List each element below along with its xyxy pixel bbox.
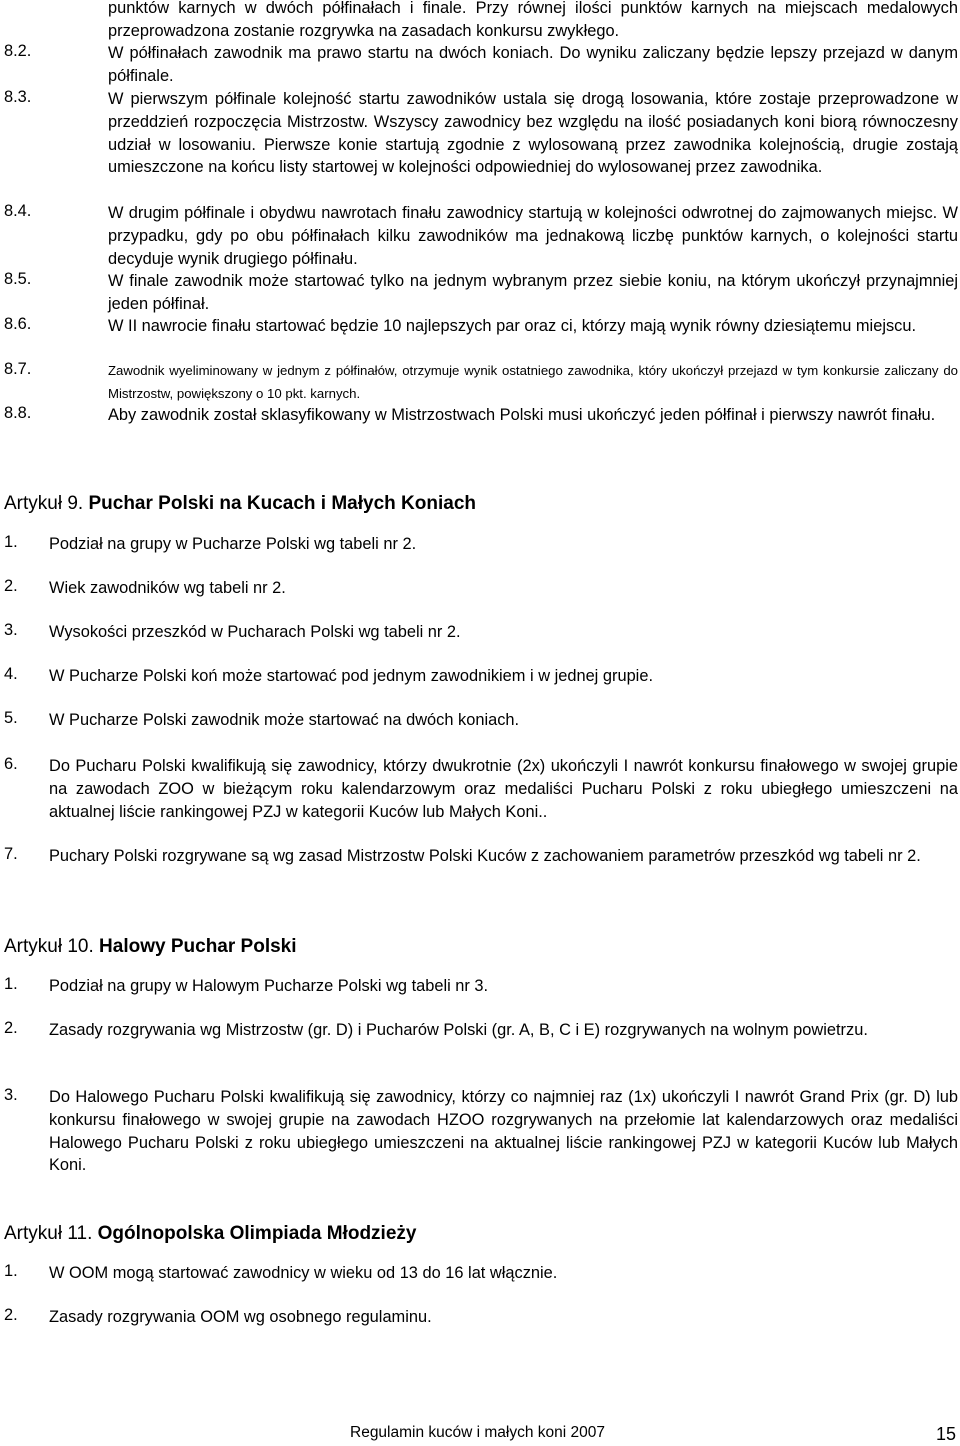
section-item-8-3 [4,88,958,179]
section-item-8-6 [4,315,958,338]
item-text: Podział na grupy w Pucharze Polski wg tabeli nr 2. [49,535,417,553]
item-text: Aby zawodnik został sklasyfikowany w Mistrzostwach Polski musi ukończyć jeden półfinał i pierwszy nawrót finału. [108,406,936,424]
item-text: Puchary Polski rozgrywane są wg zasad Mistrzostw Polski Kuców z zachowaniem parametrów przeszkód wg tabeli nr 2. [49,847,921,865]
article-11-item-2 [4,1306,958,1329]
paragraph-text: punktów karnych w dwóch półfinałach i finale. Przy równej ilości punktów karnych na miejscach medalowych przeprowadzona zostanie rozgrywka na zasadach konkursu zwykłego. [108,0,958,40]
item-text: W drugim półfinale i obydwu nawrotach finału zawodnicy startują w kolejności odwrotnej do zajmowanych miejsc. W przypadku, gdy po obu półfinałach kilku zawodników ma jednakową liczbę punktów karnych, o kolejności startu decyduje wynik drugiego półfinału. [108,204,958,268]
section-item-8-2 [4,42,958,88]
article-title: Puchar Polski na Kucach i Małych Koniach [88,493,476,514]
article-10-item-1 [4,975,958,998]
item-number: 3. [4,1086,18,1104]
page-number: 15 [936,1424,957,1444]
item-text: Zasady rozgrywania wg Mistrzostw (gr. D) i Pucharów Polski (gr. A, B, C i E) rozgrywanych na wolnym powietrzu. [49,1021,868,1039]
article-9-item-4 [4,665,958,688]
article-10-item-2 [4,1019,958,1042]
item-number: 2. [4,577,18,595]
continuation-paragraph [108,0,958,43]
item-number: 7. [4,845,18,863]
article-10-item-3 [4,1086,958,1177]
item-number: 8.3. [4,88,32,106]
section-item-8-5 [4,270,958,316]
item-number: 8.8. [4,404,32,422]
item-text: W II nawrocie finału startować będzie 10 najlepszych par oraz ci, którzy mają wynik równy dziesiątemu miejscu. [108,317,917,335]
item-text: W finale zawodnik może startować tylko na jednym wybranym przez siebie koniu, na którym ukończył przynajmniej jeden półfinał. [108,272,958,313]
item-number: 2. [4,1306,18,1324]
article-9-item-2 [4,577,958,600]
item-text: W Pucharze Polski koń może startować pod jednym zawodnikiem i w jednej grupie. [49,667,653,685]
item-number: 8.5. [4,270,32,288]
item-number: 2. [4,1019,18,1037]
footer-title: Regulamin kuców i małych koni 2007 [350,1424,606,1441]
article-label: Artykuł 11. [4,1223,93,1244]
item-text: Wiek zawodników wg tabeli nr 2. [49,579,286,597]
item-number: 1. [4,1262,18,1280]
item-number: 1. [4,533,18,551]
item-text: Zasady rozgrywania OOM wg osobnego regulaminu. [49,1308,432,1326]
article-title: Halowy Puchar Polski [99,936,297,957]
article-label: Artykuł 9. [4,493,84,514]
item-number: 1. [4,975,18,993]
article-10-heading [4,936,297,958]
article-9-item-5 [4,709,958,732]
item-text: W półfinałach zawodnik ma prawo startu na dwóch koniach. Do wyniku zaliczany będzie lepszy przejazd w danym półfinale. [108,44,958,85]
item-number: 6. [4,755,18,773]
item-text: W Pucharze Polski zawodnik może startować na dwóch koniach. [49,711,520,729]
article-9-item-1 [4,533,958,556]
article-11-heading [4,1223,416,1245]
item-number: 8.6. [4,315,32,333]
article-label: Artykuł 10. [4,936,94,957]
article-11-item-1 [4,1262,958,1285]
item-text: Do Halowego Pucharu Polski kwalifikują się zawodnicy, którzy co najmniej raz (1x) ukończyli I nawrót Grand Prix (gr. D) lub konkursu finałowego w swojej grupie na zawodach HZOO rozgrywanych na przełomie lat kalendarzowych oraz medaliści Halowego Pucharu Polski z roku ubiegłego umieszczeni na aktualnej liście rankingowej PZJ w kategorii Kuców lub Małych Koni. [49,1088,958,1175]
item-number: 8.2. [4,42,32,60]
item-number: 8.4. [4,202,32,220]
item-text: Zawodnik wyeliminowany w jednym z półfinałów, otrzymuje wynik ostatniego zawodnika, który ukończył przejazd w tym konkursie zaliczany do Mistrzostw, powiększony o 10 pkt. karnych. [108,363,958,401]
item-number: 5. [4,709,18,727]
section-item-8-7 [4,360,958,406]
article-9-item-6 [4,755,958,823]
item-text: Do Pucharu Polski kwalifikują się zawodnicy, którzy dwukrotnie (2x) ukończyli I nawrót konkursu finałowego w swojej grupie na zawodach ZOO w bieżącym roku kalendarzowym oraz medaliści Pucharu Polski z roku ubiegłego umieszczeni na aktualnej liście rankingowej PZJ w kategorii Kuców lub Małych Koni.. [49,757,958,821]
item-number: 8.7. [4,360,32,378]
section-item-8-8 [4,404,958,427]
item-number: 3. [4,621,18,639]
article-9-heading [4,493,476,515]
article-9-item-3 [4,621,958,644]
item-text: Wysokości przeszkód w Pucharach Polski wg tabeli nr 2. [49,623,461,641]
article-title: Ogólnopolska Olimpiada Młodzieży [97,1223,417,1244]
section-item-8-4 [4,202,958,270]
item-text: Podział na grupy w Halowym Pucharze Polski wg tabeli nr 3. [49,977,489,995]
item-text: W OOM mogą startować zawodnicy w wieku od 13 do 16 lat włącznie. [49,1264,558,1282]
article-9-item-7 [4,845,958,868]
item-text: W pierwszym półfinale kolejność startu zawodników ustala się drogą losowania, które zostaje przeprowadzone w przeddzień rozpoczęcia Mistrzostw. Wszyscy zawodnicy bez względu na ilość posiadanych koni biorą równoczesny udział w losowaniu. Pierwsze konie startują zgodnie z wylosowaną przez zawodnika kolejnością, drugie zostają umieszczone na końcu listy startowej w kolejności odpowiedniej do wylosowanej przez zawodnika. [108,90,958,177]
item-number: 4. [4,665,18,683]
